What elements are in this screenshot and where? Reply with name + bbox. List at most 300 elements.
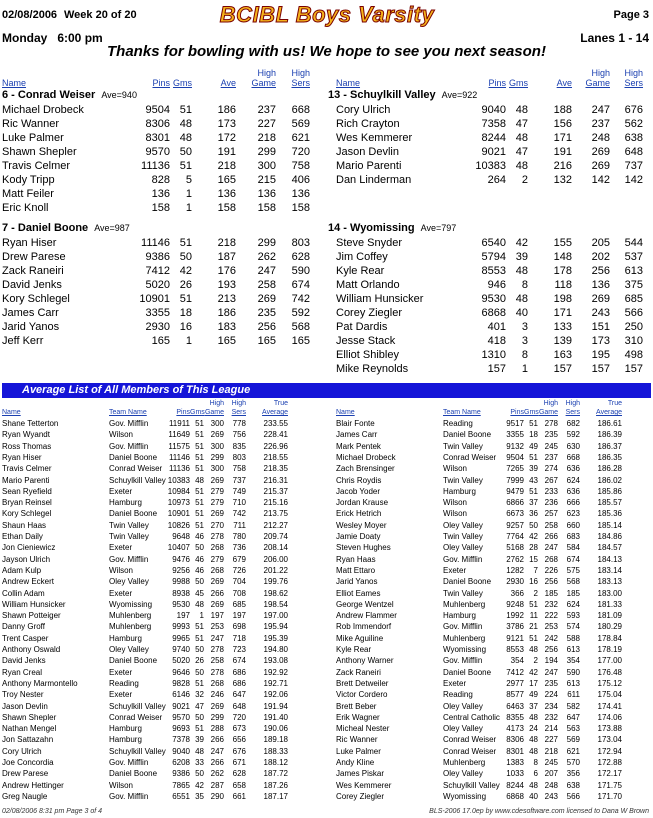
bowler-name: James Carr	[336, 430, 378, 440]
bowler-name: Shawn Shepler	[2, 712, 57, 722]
average-list-row	[2, 621, 292, 632]
average-list-row	[336, 667, 626, 678]
high-game: 207	[544, 769, 558, 779]
high-game: 247	[210, 746, 224, 756]
high-game: 237	[544, 452, 558, 462]
player-row	[328, 292, 644, 306]
team-name: Conrad Weiser	[443, 746, 497, 756]
high-series: 661	[232, 791, 246, 801]
team-name: Wilson	[443, 509, 468, 519]
bowler-name: Brett Detweiler	[336, 678, 389, 688]
games: 51	[195, 441, 204, 451]
player-pins: 158	[151, 202, 170, 214]
col-gms: Gms	[173, 78, 192, 88]
team-name: Oley Valley	[443, 520, 483, 530]
high-game: 248	[544, 780, 558, 790]
player-high-series: 544	[624, 237, 643, 249]
col-high-2: High	[291, 68, 310, 78]
al-col-sers: Sers	[231, 409, 246, 416]
team-name: Twin Valley	[443, 588, 483, 598]
player-high-game: 165	[257, 335, 276, 347]
col-gms: Gms	[509, 78, 528, 88]
team-name: Central Catholic	[443, 712, 500, 722]
high-game: 266	[544, 532, 558, 541]
player-games: 1	[185, 335, 192, 347]
high-series: 685	[232, 599, 246, 609]
player-average: 186	[217, 307, 236, 319]
true-average: 183.00	[597, 588, 622, 598]
player-games: 48	[515, 132, 528, 144]
games: 26	[195, 656, 204, 666]
team-name: Hamburg	[443, 486, 476, 496]
player-games: 48	[515, 293, 528, 305]
true-average: 186.35	[597, 452, 622, 462]
player-average: 186	[217, 104, 236, 116]
player-high-game: 202	[591, 251, 610, 263]
player-name: Jason Devlin	[336, 146, 399, 158]
player-average: 213	[217, 293, 236, 305]
high-game: 245	[544, 758, 558, 767]
bowler-name: Ryan Creal	[2, 667, 43, 677]
average-list-row	[336, 780, 626, 791]
pins: 9479	[506, 486, 524, 496]
high-game: 247	[210, 633, 224, 643]
player-games: 42	[515, 237, 528, 249]
true-average: 181.33	[597, 599, 622, 609]
player-high-series: 568	[291, 321, 310, 333]
pins: 1992	[506, 611, 524, 621]
true-average: 233.55	[263, 419, 288, 428]
average-list-row	[336, 463, 626, 474]
high-game: 253	[544, 622, 558, 632]
high-game: 270	[210, 520, 224, 530]
player-pins: 264	[487, 174, 506, 186]
true-average: 172.88	[597, 758, 622, 767]
high-series: 742	[232, 509, 246, 519]
true-average: 180.29	[597, 622, 622, 632]
al-col-true: True	[607, 400, 622, 407]
pins: 8306	[506, 735, 524, 745]
high-series: 648	[232, 701, 246, 711]
average-list-row	[336, 723, 626, 734]
true-average: 216.31	[263, 475, 288, 485]
team-average: Ave=987	[94, 223, 130, 233]
bowler-name: Shane Tetterton	[2, 419, 59, 428]
average-list-row	[336, 746, 626, 757]
team-name: 14 - Wyomissing	[328, 222, 415, 234]
high-series: 658	[232, 780, 246, 790]
average-list-row	[2, 463, 292, 474]
player-name: Travis Celmer	[2, 160, 71, 172]
high-game: 218	[544, 746, 558, 756]
player-name: Jesse Stack	[336, 335, 396, 347]
team-name: Gov. Mifflin	[109, 554, 149, 564]
games: 39	[195, 735, 204, 745]
high-game: 214	[544, 724, 558, 734]
average-list-row	[336, 701, 626, 712]
team-name: Hamburg	[109, 498, 142, 508]
bowler-name: Trent Casper	[2, 633, 49, 643]
high-game: 266	[210, 588, 224, 598]
high-game: 266	[210, 735, 224, 745]
player-average: 118	[554, 279, 572, 291]
average-list-row	[336, 757, 626, 768]
high-series: 671	[232, 758, 246, 767]
player-games: 48	[179, 132, 192, 144]
team-name: Gov. Mifflin	[109, 758, 149, 767]
games: 32	[195, 690, 204, 700]
games: 50	[195, 645, 204, 654]
team-name: Gov. Mifflin	[109, 441, 149, 451]
player-average: 165	[217, 174, 236, 186]
player-high-game: 269	[591, 293, 610, 305]
games: 37	[529, 701, 538, 711]
al-col-gms: Gms	[190, 409, 205, 416]
player-high-series: 648	[624, 146, 643, 158]
bowler-name: Micheal Nester	[336, 724, 390, 734]
team-title	[328, 89, 477, 101]
player-high-series: 720	[291, 146, 310, 158]
col-game: Game	[585, 78, 610, 88]
high-series: 778	[232, 419, 246, 428]
team-name: Schuylkill Valley	[109, 475, 166, 485]
player-average: 216	[553, 160, 572, 172]
high-series: 563	[566, 724, 580, 734]
player-high-game: 247	[591, 104, 610, 116]
games: 48	[529, 746, 538, 756]
pins: 9828	[172, 678, 190, 688]
pins: 9570	[172, 712, 190, 722]
team-name: Conrad Weiser	[109, 712, 163, 722]
average-list-row	[336, 520, 626, 531]
player-pins: 3355	[145, 307, 170, 319]
bowler-name: Anthony Warner	[336, 656, 394, 666]
pins: 9121	[506, 633, 524, 643]
games: 37	[529, 498, 538, 508]
player-high-series: 157	[624, 363, 643, 375]
al-col-true: True	[273, 400, 288, 407]
player-row	[328, 278, 644, 292]
bowler-name: Blair Fonte	[336, 419, 375, 428]
player-high-game: 158	[257, 202, 276, 214]
player-pins: 7358	[481, 118, 506, 130]
player-pins: 9504	[145, 104, 170, 116]
player-high-game: 142	[591, 174, 610, 186]
high-game: 246	[210, 690, 224, 700]
average-list-row	[2, 475, 292, 486]
team-title	[2, 222, 130, 234]
high-game: 266	[210, 758, 224, 767]
bowler-name: Cory Ulrich	[2, 746, 42, 756]
pins: 8301	[506, 746, 524, 756]
pins: 7378	[172, 735, 190, 745]
pins: 3355	[506, 430, 524, 440]
high-series: 698	[232, 622, 246, 632]
player-games: 47	[515, 146, 528, 158]
games: 49	[529, 690, 538, 700]
true-average: 173.04	[597, 735, 622, 745]
games: 51	[195, 724, 204, 734]
league-title-logo: BCIBL Boys Varsity	[219, 2, 435, 27]
player-high-game: 205	[591, 237, 610, 249]
player-pins: 828	[151, 174, 170, 186]
high-game: 268	[544, 554, 558, 564]
player-high-series: 562	[624, 118, 643, 130]
high-series: 780	[232, 532, 246, 541]
player-games: 8	[521, 349, 528, 361]
high-game: 242	[544, 633, 558, 643]
true-average: 194.80	[263, 645, 288, 654]
player-average: 218	[217, 160, 236, 172]
player-high-game: 243	[591, 307, 610, 319]
true-average: 175.04	[597, 690, 622, 700]
high-game: 233	[544, 486, 558, 496]
team-name: Wyomissing	[443, 645, 487, 654]
player-average: 188	[553, 104, 572, 116]
player-high-series: 406	[291, 174, 310, 186]
high-series: 803	[232, 452, 246, 462]
games: 51	[195, 520, 204, 530]
player-pins: 8244	[481, 132, 506, 144]
player-games: 48	[179, 118, 192, 130]
games: 51	[195, 509, 204, 519]
games: 51	[529, 452, 538, 462]
player-pins: 9530	[481, 293, 506, 305]
col-sers: Sers	[291, 78, 310, 88]
player-name: Wes Kemmerer	[336, 132, 413, 144]
al-col-high-1: High	[543, 400, 558, 407]
player-pins: 136	[151, 188, 170, 200]
true-average: 185.57	[597, 498, 622, 508]
col-pins: Pins	[488, 78, 506, 88]
player-name: Kyle Rear	[336, 265, 385, 277]
true-average: 187.72	[263, 769, 288, 779]
average-list-row	[2, 633, 292, 644]
games: 17	[529, 678, 538, 688]
true-average: 192.06	[263, 690, 288, 700]
player-high-game: 256	[591, 265, 610, 277]
true-average: 192.92	[263, 667, 288, 677]
day-time: Monday 6:00 pm	[2, 31, 103, 45]
high-game: 274	[544, 464, 558, 474]
bowler-name: Andrew Flammer	[336, 611, 397, 621]
team-name: Gov. Mifflin	[443, 622, 483, 632]
player-games: 5	[185, 174, 192, 186]
bowler-name: Adam Kulp	[2, 565, 42, 575]
bowler-name: William Hunsicker	[2, 599, 66, 609]
high-series: 570	[566, 758, 580, 767]
high-series: 584	[566, 543, 580, 553]
games: 36	[529, 509, 538, 519]
bowler-name: Jacob Yoder	[336, 486, 381, 496]
footer-right: BLS-2006 17.0ep by www.cdesoftware.com licensed to Dana W Brown	[429, 808, 649, 815]
pins: 9965	[172, 633, 190, 643]
average-list-row	[336, 531, 626, 542]
player-row	[2, 264, 310, 278]
player-pins: 5794	[481, 251, 506, 263]
bowler-name: Mario Parenti	[2, 475, 50, 485]
pins: 10383	[167, 475, 190, 485]
team-name: Twin Valley	[109, 520, 149, 530]
report-date: 02/08/2006	[2, 9, 58, 21]
team-name: Conrad Weiser	[443, 452, 497, 462]
bowler-name: Ross Thomas	[2, 441, 52, 451]
average-list-row	[2, 701, 292, 712]
player-name: William Hunsicker	[336, 293, 424, 305]
high-series: 756	[232, 430, 246, 440]
average-list-row	[336, 610, 626, 621]
player-high-game: 299	[257, 146, 276, 158]
games: 48	[195, 475, 204, 485]
bowler-name: Collin Adam	[2, 588, 45, 598]
pins: 2977	[506, 678, 524, 688]
team-name: Exeter	[109, 543, 133, 553]
player-high-game: 215	[257, 174, 276, 186]
high-game: 300	[210, 441, 224, 451]
player-high-series: 613	[624, 265, 643, 277]
bowler-name: Ric Wanner	[336, 735, 378, 745]
high-series: 835	[232, 441, 246, 451]
player-high-game: 248	[591, 132, 610, 144]
player-high-game: 262	[257, 251, 276, 263]
pins: 9648	[172, 532, 190, 541]
player-high-series: 676	[624, 104, 643, 116]
high-game: 258	[544, 520, 558, 530]
games: 46	[195, 532, 204, 541]
pins: 10407	[167, 543, 190, 553]
player-row	[2, 278, 310, 292]
average-list-row	[336, 497, 626, 508]
high-series: 356	[566, 769, 580, 779]
player-pins: 1310	[481, 349, 506, 361]
pins: 9256	[172, 565, 190, 575]
bowler-name: Jordan Krause	[336, 498, 389, 508]
games: 51	[195, 678, 204, 688]
team-name: Conrad Weiser	[443, 735, 497, 745]
pins: 6208	[172, 758, 190, 767]
average-list-row	[2, 452, 292, 463]
games: 51	[195, 419, 204, 428]
player-high-series: 250	[624, 321, 643, 333]
player-average: 198	[553, 293, 572, 305]
true-average: 185.36	[597, 509, 622, 519]
player-average: 176	[217, 265, 236, 277]
player-high-game: 218	[257, 132, 276, 144]
player-name: Matt Feiler	[2, 188, 54, 200]
true-average: 218.55	[263, 452, 288, 462]
true-average: 191.40	[263, 712, 288, 722]
player-high-series: 742	[291, 293, 310, 305]
high-series: 647	[232, 690, 246, 700]
games: 24	[529, 724, 538, 734]
games: 51	[529, 633, 538, 643]
games: 50	[195, 577, 204, 587]
player-average: 139	[553, 335, 572, 347]
pins: 6146	[172, 690, 190, 700]
true-average: 172.94	[597, 746, 622, 756]
player-games: 1	[185, 202, 192, 214]
team-name: Wilson	[109, 780, 134, 790]
high-game: 258	[210, 656, 224, 666]
games: 42	[529, 667, 538, 677]
player-games: 50	[179, 251, 192, 263]
player-pins: 7412	[145, 265, 170, 277]
player-high-series: 592	[291, 307, 310, 319]
average-list-row	[2, 441, 292, 452]
average-list-row	[336, 486, 626, 497]
player-pins: 9570	[145, 146, 170, 158]
pins: 11649	[168, 430, 190, 440]
pins: 6868	[506, 791, 524, 801]
average-list-row	[2, 429, 292, 440]
high-series: 630	[566, 441, 580, 451]
high-game: 269	[210, 701, 224, 711]
high-game: 279	[210, 486, 224, 496]
average-list-row	[2, 418, 292, 429]
high-game: 278	[210, 645, 224, 654]
high-series: 623	[566, 509, 580, 519]
games: 8	[533, 758, 538, 767]
team-name: Schuylkill Valley	[109, 701, 166, 711]
high-series: 711	[233, 520, 246, 530]
team-name: Daniel Boone	[443, 577, 492, 587]
team-name: Twin Valley	[443, 475, 483, 485]
player-high-series: 758	[291, 160, 310, 172]
average-list-row	[336, 475, 626, 486]
games: 40	[529, 791, 538, 801]
average-list-row	[2, 712, 292, 723]
bowler-name: Rob Immendorf	[336, 622, 392, 632]
al-col-average: Average	[596, 409, 622, 416]
team-name: Gov. Mifflin	[109, 419, 149, 428]
games: 51	[195, 633, 204, 643]
pins: 7999	[506, 475, 524, 485]
true-average: 212.27	[263, 520, 288, 530]
true-average: 184.13	[597, 554, 622, 564]
col-ave: Ave	[220, 78, 236, 88]
pins: 5168	[506, 543, 524, 553]
week-label: Week 20 of 20	[64, 9, 137, 21]
player-average: 155	[553, 237, 572, 249]
average-list-row	[2, 655, 292, 666]
true-average: 185.14	[597, 520, 622, 530]
player-name: Ryan Hiser	[2, 237, 57, 249]
team-name: Muhlenberg	[109, 611, 152, 621]
average-list-row	[2, 520, 292, 531]
true-average: 198.54	[263, 599, 288, 609]
player-row	[328, 348, 644, 362]
team-name: Daniel Boone	[109, 452, 158, 462]
team-name: 6 - Conrad Weiser	[2, 89, 96, 101]
high-game: 197	[210, 611, 224, 621]
player-name: Zack Raneiri	[2, 265, 64, 277]
player-row	[328, 264, 644, 278]
games: 47	[195, 701, 204, 711]
player-high-series: 165	[291, 335, 310, 347]
high-series: 636	[566, 464, 580, 474]
player-average: 165	[217, 335, 236, 347]
high-game: 267	[544, 475, 558, 485]
player-high-series: 498	[624, 349, 643, 361]
player-games: 51	[179, 160, 192, 172]
pins: 5020	[172, 656, 190, 666]
bowler-name: Anthony Marmontello	[2, 678, 78, 688]
player-high-series: 590	[291, 265, 310, 277]
player-high-series: 628	[291, 251, 310, 263]
al-col-high-1: High	[209, 400, 224, 407]
thanks-message: Thanks for bowling with us! We hope to see you next season!	[107, 43, 546, 60]
high-series: 720	[232, 712, 246, 722]
